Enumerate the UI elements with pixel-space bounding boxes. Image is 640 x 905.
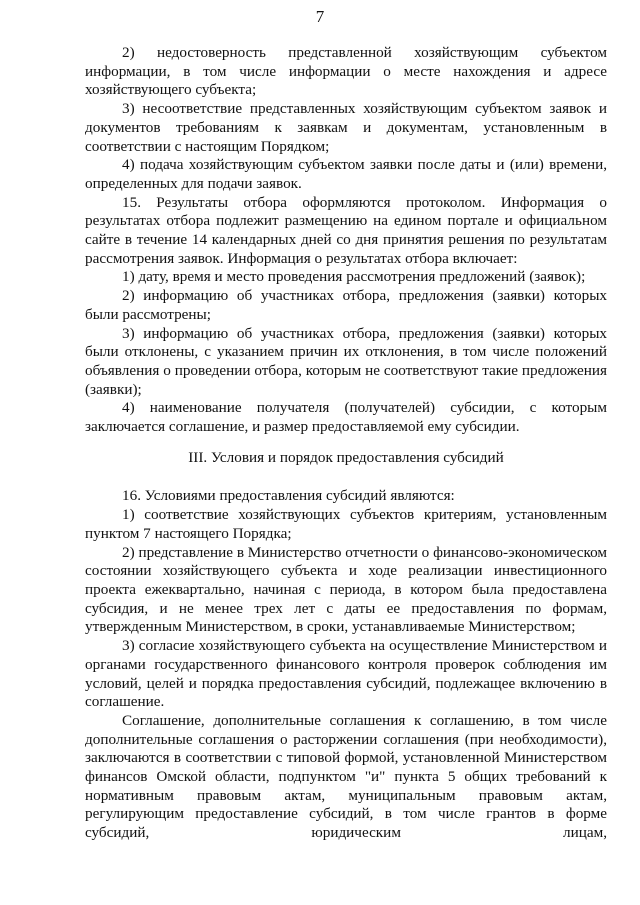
paragraph-15-item-2: 2) информацию об участниках отбора, предложения (заявки) которых были рассмотрены; — [85, 287, 607, 323]
paragraph-16: 16. Условиями предоставления субсидий являются: — [122, 487, 455, 505]
document-body — [85, 44, 607, 843]
paragraph-item-4: 4) подача хозяйствующим субъектом заявки после даты и (или) времени, определенных для подачи заявок. — [85, 156, 607, 192]
paragraph-16-item-1: 1) соответствие хозяйствующих субъектов критериям, установленным пунктом 7 настоящего Порядка; — [85, 506, 607, 542]
paragraph-16-item-2: 2) представление в Министерство отчетности о финансово-экономическом состоянии хозяйствующего субъекта и ходе реализации инвестиционного проекта ежеквартально, начиная с периода, в котором была предоставлена субсидия, и не менее трех лет с даты ее предоставления по формам, утвержденным Министерством, в сроки, устанавливаемые Министерством; — [85, 543, 607, 636]
section-heading: III. Условия и порядок предоставления субсидий — [188, 448, 504, 466]
paragraph-15-item-3: 3) информацию об участниках отбора, предложения (заявки) которых были отклонены, с указанием причин их отклонения, в том числе положений объявления о проведении отбора, которым не соответствуют такие предложения (заявки); — [85, 324, 607, 398]
page-number: 7 — [315, 7, 325, 26]
paragraph-agreement: Соглашение, дополнительные соглашения к соглашению, в том числе дополнительные соглашения о расторжении соглашения (при необходимости), заключаются в соответствии с типовой формой, установленной Министерством финансов Омской области, подпунктом "и" пункта 5 общих требований к нормативным правовым актам, муниципальным правовым актам, регулирующим предоставление субсидий, в том числе грантов в форме субсидий, юридическим лицам, — [85, 711, 607, 842]
paragraph-15-item-1: 1) дату, время и место проведения рассмотрения предложений (заявок); — [122, 268, 586, 286]
paragraph-15-item-4: 4) наименование получателя (получателей) субсидии, с которым заключается соглашение, и размер предоставляемой ему субсидии. — [85, 399, 607, 436]
paragraph-16-item-3: 3) согласие хозяйствующего субъекта на осуществление Министерством и органами государственного финансового контроля проверок соблюдения им условий, целей и порядка предоставления субсидий, подлежащее включению в соглашение. — [85, 637, 607, 711]
paragraph-15: 15. Результаты отбора оформляются протоколом. Информация о результатах отбора подлежит размещению на едином портале и официальном сайте в течение 14 календарных дней со дня принятия решения по результатам рассмотрения заявок. Информация о результатах отбора включает: — [85, 193, 607, 267]
paragraph-item-3: 3) несоответствие представленных хозяйствующим субъектом заявок и документов требованиям к заявкам и документам, установленным в соответствии с настоящим Порядком; — [85, 100, 607, 155]
paragraph-item-2: 2) недостоверность представленной хозяйствующим субъектом информации, в том числе информации о месте нахождения и адресе хозяйствующего субъекта; — [85, 44, 607, 99]
